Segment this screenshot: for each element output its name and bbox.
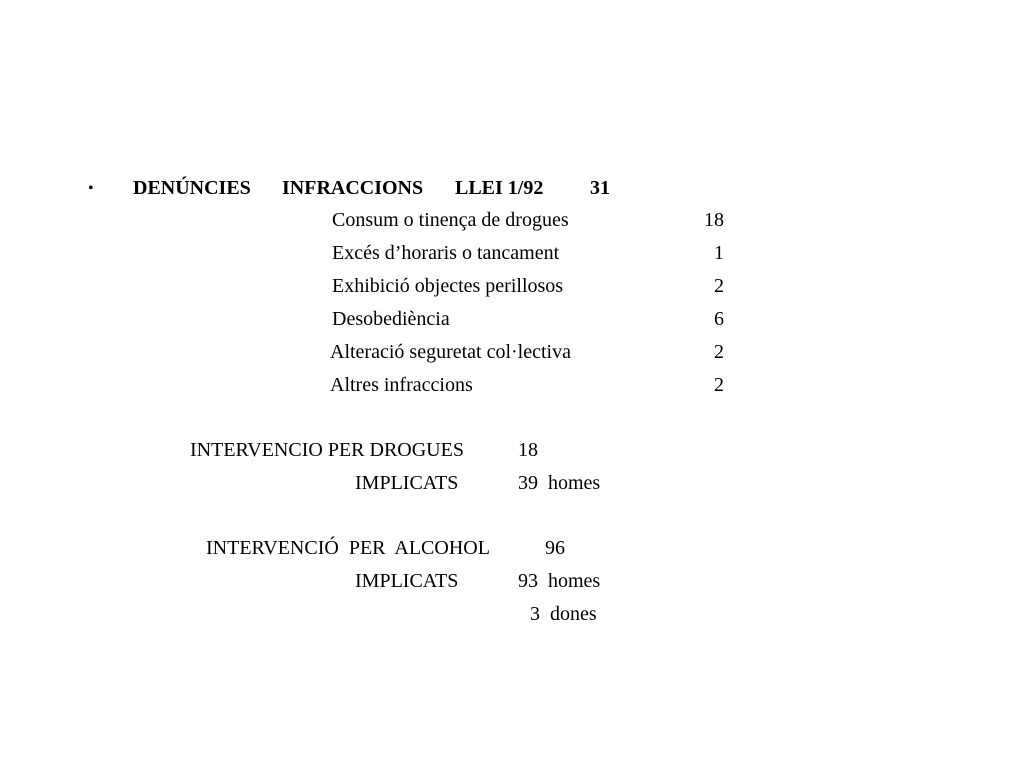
infraction-value: 2 (714, 374, 724, 396)
drugs-implicats-label: IMPLICATS (355, 472, 459, 494)
infraction-label: Excés d’horaris o tancament (332, 242, 560, 264)
infraction-label: Exhibició objectes perillosos (332, 275, 564, 297)
infraction-value: 2 (714, 341, 724, 363)
alcohol-intervention-value: 96 (545, 537, 565, 559)
infraction-label: Altres infraccions (330, 374, 473, 396)
alcohol-implicats-label: IMPLICATS (355, 570, 459, 592)
alcohol-intervention-label: INTERVENCIÓ PER ALCOHOL (206, 537, 490, 559)
header-label-denuncies: DENÚNCIES (133, 177, 251, 199)
infraction-value: 1 (714, 242, 724, 264)
header-total: 31 (590, 177, 610, 199)
drugs-intervention-label: INTERVENCIO PER DROGUES (190, 439, 464, 461)
infraction-label: Desobediència (332, 308, 450, 330)
drugs-intervention-value: 18 (518, 439, 538, 461)
header-label-infraccions: INFRACCIONS (282, 177, 424, 199)
infraction-label: Alteració seguretat col·lectiva (330, 341, 571, 363)
infraction-value: 2 (714, 275, 724, 297)
bullet-icon: • (88, 180, 94, 197)
header-label-llei: LLEI 1/92 (455, 177, 544, 199)
infraction-value: 6 (714, 308, 724, 330)
alcohol-implicats-men: 93 homes (518, 570, 601, 592)
infraction-value: 18 (704, 209, 724, 231)
drugs-implicats-value: 39 homes (518, 472, 601, 494)
infraction-label: Consum o tinença de drogues (332, 209, 569, 231)
alcohol-implicats-women: 3 dones (530, 603, 597, 625)
